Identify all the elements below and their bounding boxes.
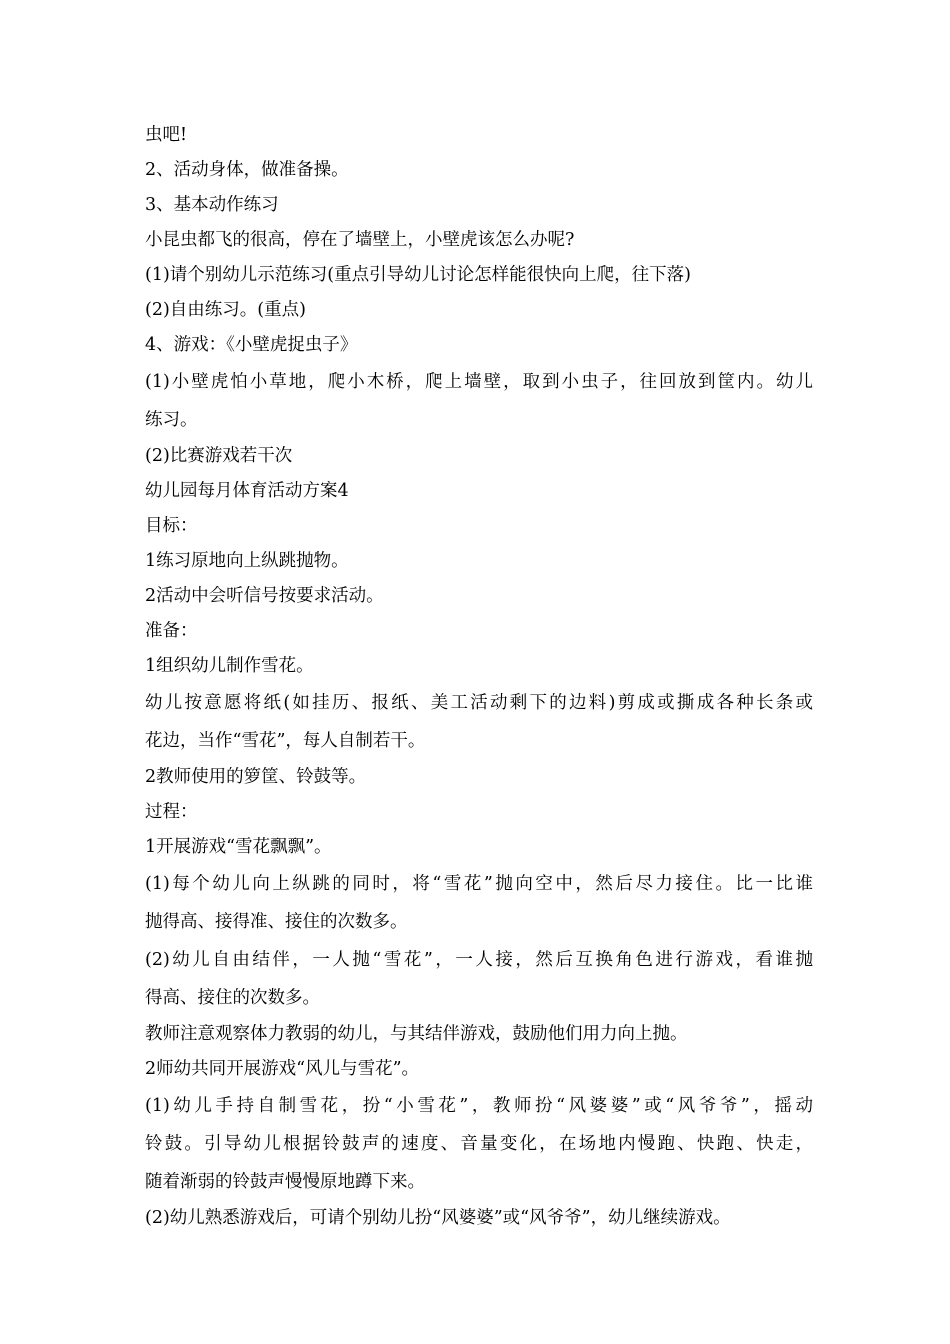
paragraph [145,865,813,941]
paragraph [145,363,813,439]
paragraph [145,684,813,760]
document-body [145,118,813,1236]
text-line: 抛得高、接得准、接住的次数多。 [145,912,408,932]
text-line: (1)请个别幼儿示范练习(重点引导幼儿讨论怎样能很快向上爬，往下落) [145,265,691,285]
text-line: 花边，当作“雪花”，每人自制若干。 [145,731,426,751]
text-line: 铃鼓。引导幼儿根据铃鼓声的速度、音量变化，在场地内慢跑、快跑、快走， [145,1134,813,1154]
text-line: 小昆虫都飞的很高，停在了墙壁上，小壁虎该怎么办呢? [145,230,575,250]
text-line: 1开展游戏“雪花飘飘”。 [145,837,332,857]
text-line: (2)幼儿熟悉游戏后，可请个别幼儿扮“风婆婆”或“风爷爷”，幼儿继续游戏。 [145,1208,731,1228]
text-line: 得高、接住的次数多。 [145,988,320,1008]
text-line: 2活动中会听信号按要求活动。 [145,586,384,606]
text-line: 2师幼共同开展游戏“风儿与雪花”。 [145,1059,420,1079]
text-line: (1)幼儿手持自制雪花，扮“小雪花”，教师扮“风婆婆”或“风爷爷”，摇动 [145,1096,813,1116]
text-line: 1组织幼儿制作雪花。 [145,656,314,676]
text-line: (1)每个幼儿向上纵跳的同时，将“雪花”抛向空中，然后尽力接住。比一比谁 [145,874,813,894]
text-line: (2)比赛游戏若干次 [145,446,293,466]
text-line: 幼儿按意愿将纸(如挂历、报纸、美工活动剩下的边料)剪成或撕成各种长条或 [145,693,813,713]
text-line: 目标： [145,516,198,536]
text-line: 虫吧! [145,125,188,145]
text-line: 4、游戏：《小壁虎捉虫子》 [145,335,358,355]
text-line: 练习。 [145,410,198,430]
text-line: (2)自由练习。(重点) [145,300,306,320]
section-heading: 幼儿园每月体育活动方案4 [145,481,349,501]
text-line: 随着渐弱的铃鼓声慢慢原地蹲下来。 [145,1172,425,1192]
text-line: 2、活动身体，做准备操。 [145,160,349,180]
text-line: 准备： [145,621,198,641]
paragraph [145,1087,813,1201]
text-line: (1)小壁虎怕小草地，爬小木桥，爬上墙壁，取到小虫子，往回放到筐内。幼儿 [145,372,813,392]
paragraph [145,941,813,1017]
text-line: (2)幼儿自由结伴，一人抛“雪花”，一人接，然后互换角色进行游戏，看谁抛 [145,950,813,970]
text-line: 2教师使用的箩筐、铃鼓等。 [145,767,367,787]
text-line: 教师注意观察体力教弱的幼儿，与其结伴游戏，鼓励他们用力向上抛。 [145,1024,688,1044]
text-line: 过程： [145,802,198,822]
text-line: 3、基本动作练习 [145,195,279,215]
text-line: 1练习原地向上纵跳抛物。 [145,551,349,571]
